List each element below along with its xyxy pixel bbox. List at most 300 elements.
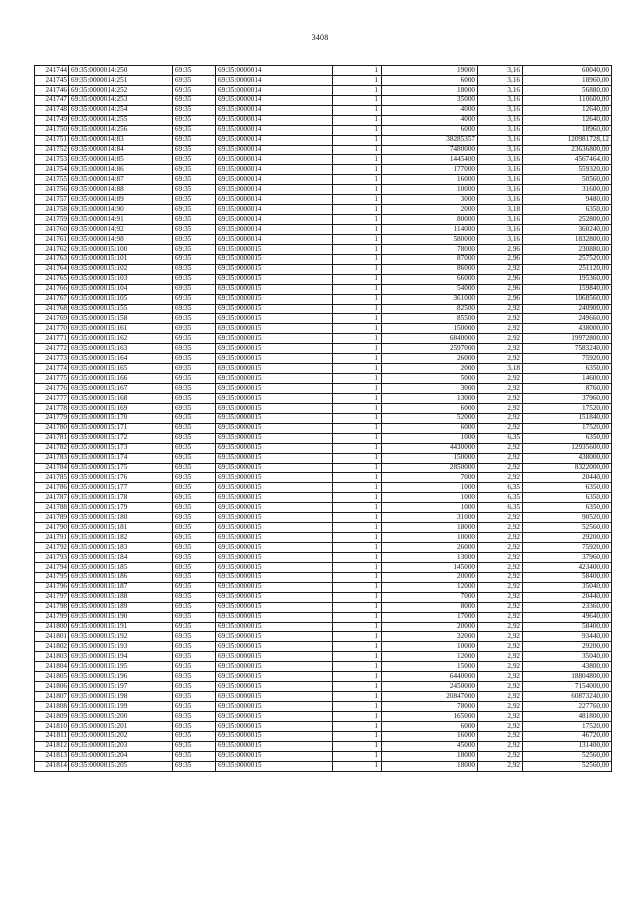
row-number-cell: 241804 — [35, 662, 69, 672]
specific-value-cell: 2,96 — [478, 294, 523, 304]
cadastral-quarter-cell: 69:35:0000015 — [216, 642, 333, 652]
cadastral-quarter-cell: 69:35:0000015 — [216, 443, 333, 453]
district-code-cell: 69:35 — [173, 741, 216, 751]
table-row — [35, 354, 612, 364]
district-code-cell: 69:35 — [173, 225, 216, 235]
cadastral-value-cell: 6350,00 — [523, 483, 612, 493]
row-number-cell: 241790 — [35, 523, 69, 533]
cadastral-number-cell: 69:35:0000015:194 — [69, 652, 173, 662]
cadastral-number-cell: 69:35:0000015:176 — [69, 473, 173, 483]
group-count-cell: 1 — [333, 403, 382, 413]
district-code-cell: 69:35 — [173, 403, 216, 413]
group-count-cell: 1 — [333, 721, 382, 731]
cadastral-number-cell: 69:35:0000015:167 — [69, 384, 173, 394]
cadastral-number-cell: 69:35:0000014:256 — [69, 125, 173, 135]
cadastral-quarter-cell: 69:35:0000015 — [216, 324, 333, 334]
cadastral-quarter-cell: 69:35:0000015 — [216, 314, 333, 324]
area-cell: 361000 — [382, 294, 478, 304]
row-number-cell: 241788 — [35, 503, 69, 513]
cadastral-number-cell: 69:35:0000015:171 — [69, 423, 173, 433]
row-number-cell: 241750 — [35, 125, 69, 135]
district-code-cell: 69:35 — [173, 244, 216, 254]
table-row — [35, 85, 612, 95]
cadastral-number-cell: 69:35:0000015:158 — [69, 314, 173, 324]
row-number-cell: 241808 — [35, 702, 69, 712]
specific-value-cell: 3,16 — [478, 185, 523, 195]
row-number-cell: 241797 — [35, 592, 69, 602]
specific-value-cell: 2,92 — [478, 543, 523, 553]
district-code-cell: 69:35 — [173, 533, 216, 543]
specific-value-cell: 2,92 — [478, 731, 523, 741]
cadastral-number-cell: 69:35:0000014:86 — [69, 165, 173, 175]
table-row — [35, 741, 612, 751]
table-row — [35, 493, 612, 503]
cadastral-value-cell: 37960,00 — [523, 393, 612, 403]
area-cell: 18000 — [382, 523, 478, 533]
row-number-cell: 241775 — [35, 374, 69, 384]
group-count-cell: 1 — [333, 682, 382, 692]
area-cell: 78000 — [382, 702, 478, 712]
group-count-cell: 1 — [333, 423, 382, 433]
row-number-cell: 241757 — [35, 195, 69, 205]
specific-value-cell: 3,16 — [478, 175, 523, 185]
area-cell: 2850000 — [382, 463, 478, 473]
area-cell: 3000 — [382, 384, 478, 394]
table-row — [35, 632, 612, 642]
row-number-cell: 241800 — [35, 622, 69, 632]
table-row — [35, 592, 612, 602]
group-count-cell: 1 — [333, 453, 382, 463]
group-count-cell: 1 — [333, 642, 382, 652]
cadastral-quarter-cell: 69:35:0000014 — [216, 215, 333, 225]
specific-value-cell: 2,92 — [478, 334, 523, 344]
cadastral-quarter-cell: 69:35:0000014 — [216, 95, 333, 105]
area-cell: 1000 — [382, 503, 478, 513]
district-code-cell: 69:35 — [173, 384, 216, 394]
group-count-cell: 1 — [333, 165, 382, 175]
specific-value-cell: 3,16 — [478, 95, 523, 105]
group-count-cell: 1 — [333, 344, 382, 354]
group-count-cell: 1 — [333, 662, 382, 672]
cadastral-quarter-cell: 69:35:0000015 — [216, 761, 333, 771]
cadastral-number-cell: 69:35:0000014:253 — [69, 95, 173, 105]
cadastral-quarter-cell: 69:35:0000014 — [216, 105, 333, 115]
cadastral-number-cell: 69:35:0000014:91 — [69, 215, 173, 225]
cadastral-value-cell: 230880,00 — [523, 244, 612, 254]
district-code-cell: 69:35 — [173, 185, 216, 195]
district-code-cell: 69:35 — [173, 314, 216, 324]
group-count-cell: 1 — [333, 145, 382, 155]
area-cell: 18000 — [382, 751, 478, 761]
table-row — [35, 702, 612, 712]
cadastral-value-cell: 12640,00 — [523, 105, 612, 115]
district-code-cell: 69:35 — [173, 115, 216, 125]
row-number-cell: 241805 — [35, 672, 69, 682]
area-cell: 13000 — [382, 393, 478, 403]
table-row — [35, 95, 612, 105]
area-cell: 86000 — [382, 264, 478, 274]
cadastral-quarter-cell: 69:35:0000015 — [216, 364, 333, 374]
specific-value-cell: 2,92 — [478, 523, 523, 533]
cadastral-value-cell: 8760,00 — [523, 384, 612, 394]
district-code-cell: 69:35 — [173, 165, 216, 175]
cadastral-number-cell: 69:35:0000015:170 — [69, 413, 173, 423]
cadastral-quarter-cell: 69:35:0000014 — [216, 135, 333, 145]
group-count-cell: 1 — [333, 384, 382, 394]
district-code-cell: 69:35 — [173, 721, 216, 731]
area-cell: 4000 — [382, 115, 478, 125]
group-count-cell: 1 — [333, 155, 382, 165]
specific-value-cell: 2,92 — [478, 513, 523, 523]
row-number-cell: 241773 — [35, 354, 69, 364]
district-code-cell: 69:35 — [173, 135, 216, 145]
table-row — [35, 135, 612, 145]
specific-value-cell: 2,92 — [478, 682, 523, 692]
district-code-cell: 69:35 — [173, 324, 216, 334]
specific-value-cell: 2,96 — [478, 254, 523, 264]
cadastral-quarter-cell: 69:35:0000015 — [216, 751, 333, 761]
area-cell: 35000 — [382, 95, 478, 105]
table-row — [35, 682, 612, 692]
group-count-cell: 1 — [333, 741, 382, 751]
cadastral-quarter-cell: 69:35:0000015 — [216, 513, 333, 523]
specific-value-cell: 2,92 — [478, 622, 523, 632]
area-cell: 12000 — [382, 582, 478, 592]
cadastral-number-cell: 69:35:0000015:191 — [69, 622, 173, 632]
row-number-cell: 241799 — [35, 612, 69, 622]
area-cell: 20000 — [382, 622, 478, 632]
cadastral-number-cell: 69:35:0000015:188 — [69, 592, 173, 602]
table-row — [35, 503, 612, 513]
table-row — [35, 731, 612, 741]
cadastral-value-cell: 6350,00 — [523, 493, 612, 503]
area-cell: 8000 — [382, 602, 478, 612]
cadastral-value-cell: 6350,00 — [523, 364, 612, 374]
row-number-cell: 241744 — [35, 66, 69, 76]
district-code-cell: 69:35 — [173, 374, 216, 384]
specific-value-cell: 2,92 — [478, 473, 523, 483]
table-row — [35, 244, 612, 254]
cadastral-value-cell: 18804800,00 — [523, 672, 612, 682]
district-code-cell: 69:35 — [173, 254, 216, 264]
row-number-cell: 241749 — [35, 115, 69, 125]
area-cell: 7480000 — [382, 145, 478, 155]
cadastral-value-cell: 6350,00 — [523, 433, 612, 443]
district-code-cell: 69:35 — [173, 443, 216, 453]
cadastral-value-cell: 90520,00 — [523, 513, 612, 523]
cadastral-number-cell: 69:35:0000015:193 — [69, 642, 173, 652]
cadastral-value-cell: 249660,00 — [523, 314, 612, 324]
district-code-cell: 69:35 — [173, 125, 216, 135]
area-cell: 2597000 — [382, 344, 478, 354]
specific-value-cell: 2,92 — [478, 741, 523, 751]
specific-value-cell: 2,92 — [478, 393, 523, 403]
cadastral-quarter-cell: 69:35:0000014 — [216, 75, 333, 85]
district-code-cell: 69:35 — [173, 413, 216, 423]
cadastral-quarter-cell: 69:35:0000015 — [216, 483, 333, 493]
cadastral-value-cell: 52560,00 — [523, 751, 612, 761]
cadastral-quarter-cell: 69:35:0000015 — [216, 731, 333, 741]
cadastral-number-cell: 69:35:0000015:163 — [69, 344, 173, 354]
row-number-cell: 241781 — [35, 433, 69, 443]
cadastral-quarter-cell: 69:35:0000015 — [216, 622, 333, 632]
specific-value-cell: 6,35 — [478, 503, 523, 513]
district-code-cell: 69:35 — [173, 513, 216, 523]
area-cell: 6000 — [382, 721, 478, 731]
cadastral-number-cell: 69:35:0000014:85 — [69, 155, 173, 165]
table-row — [35, 195, 612, 205]
cadastral-number-cell: 69:35:0000015:102 — [69, 264, 173, 274]
cadastral-quarter-cell: 69:35:0000014 — [216, 225, 333, 235]
table-row — [35, 751, 612, 761]
row-number-cell: 241813 — [35, 751, 69, 761]
cadastral-quarter-cell: 69:35:0000015 — [216, 254, 333, 264]
cadastral-quarter-cell: 69:35:0000015 — [216, 682, 333, 692]
group-count-cell: 1 — [333, 185, 382, 195]
cadastral-value-cell: 20440,00 — [523, 592, 612, 602]
district-code-cell: 69:35 — [173, 622, 216, 632]
group-count-cell: 1 — [333, 433, 382, 443]
cadastral-value-cell: 50560,00 — [523, 175, 612, 185]
cadastral-quarter-cell: 69:35:0000014 — [216, 85, 333, 95]
cadastral-value-cell: 559320,00 — [523, 165, 612, 175]
table-row — [35, 403, 612, 413]
district-code-cell: 69:35 — [173, 304, 216, 314]
group-count-cell: 1 — [333, 413, 382, 423]
cadastral-value-cell: 257520,00 — [523, 254, 612, 264]
cadastral-number-cell: 69:35:0000015:203 — [69, 741, 173, 751]
group-count-cell: 1 — [333, 592, 382, 602]
specific-value-cell: 2,92 — [478, 751, 523, 761]
area-cell: 2000 — [382, 364, 478, 374]
table-row — [35, 453, 612, 463]
row-number-cell: 241763 — [35, 254, 69, 264]
cadastral-number-cell: 69:35:0000015:201 — [69, 721, 173, 731]
cadastral-quarter-cell: 69:35:0000014 — [216, 195, 333, 205]
cadastral-quarter-cell: 69:35:0000015 — [216, 493, 333, 503]
cadastral-quarter-cell: 69:35:0000015 — [216, 503, 333, 513]
cadastral-number-cell: 69:35:0000015:197 — [69, 682, 173, 692]
cadastral-number-cell: 69:35:0000015:103 — [69, 274, 173, 284]
row-number-cell: 241780 — [35, 423, 69, 433]
group-count-cell: 1 — [333, 622, 382, 632]
cadastral-number-cell: 69:35:0000015:178 — [69, 493, 173, 503]
district-code-cell: 69:35 — [173, 602, 216, 612]
cadastral-value-cell: 18960,00 — [523, 125, 612, 135]
specific-value-cell: 3,16 — [478, 85, 523, 95]
specific-value-cell: 3,16 — [478, 115, 523, 125]
row-number-cell: 241789 — [35, 513, 69, 523]
specific-value-cell: 6,35 — [478, 493, 523, 503]
area-cell: 1000 — [382, 433, 478, 443]
group-count-cell: 1 — [333, 115, 382, 125]
cadastral-value-cell: 12640,00 — [523, 115, 612, 125]
district-code-cell: 69:35 — [173, 274, 216, 284]
cadastral-number-cell: 69:35:0000014:92 — [69, 225, 173, 235]
area-cell: 2450000 — [382, 682, 478, 692]
cadastral-quarter-cell: 69:35:0000014 — [216, 165, 333, 175]
area-cell: 177000 — [382, 165, 478, 175]
cadastral-number-cell: 69:35:0000015:196 — [69, 672, 173, 682]
area-cell: 7000 — [382, 592, 478, 602]
cadastral-value-cell: 12935600,00 — [523, 443, 612, 453]
table-row — [35, 334, 612, 344]
table-row — [35, 692, 612, 702]
cadastral-quarter-cell: 69:35:0000015 — [216, 384, 333, 394]
specific-value-cell: 2,92 — [478, 602, 523, 612]
row-number-cell: 241779 — [35, 413, 69, 423]
specific-value-cell: 2,92 — [478, 652, 523, 662]
cadastral-number-cell: 69:35:0000015:101 — [69, 254, 173, 264]
district-code-cell: 69:35 — [173, 672, 216, 682]
row-number-cell: 241798 — [35, 602, 69, 612]
cadastral-value-cell: 1068560,00 — [523, 294, 612, 304]
specific-value-cell: 2,92 — [478, 463, 523, 473]
district-code-cell: 69:35 — [173, 393, 216, 403]
cadastral-number-cell: 69:35:0000014:88 — [69, 185, 173, 195]
cadastral-number-cell: 69:35:0000015:183 — [69, 543, 173, 553]
cadastral-number-cell: 69:35:0000015:190 — [69, 612, 173, 622]
row-number-cell: 241812 — [35, 741, 69, 751]
cadastral-quarter-cell: 69:35:0000015 — [216, 692, 333, 702]
area-cell: 580000 — [382, 234, 478, 244]
cadastral-quarter-cell: 69:35:0000015 — [216, 543, 333, 553]
cadastral-quarter-cell: 69:35:0000015 — [216, 721, 333, 731]
row-number-cell: 241807 — [35, 692, 69, 702]
specific-value-cell: 2,92 — [478, 344, 523, 354]
cadastral-quarter-cell: 69:35:0000015 — [216, 662, 333, 672]
cadastral-quarter-cell: 69:35:0000015 — [216, 562, 333, 572]
row-number-cell: 241767 — [35, 294, 69, 304]
cadastral-value-cell: 360240,00 — [523, 225, 612, 235]
area-cell: 54000 — [382, 284, 478, 294]
group-count-cell: 1 — [333, 334, 382, 344]
cadastral-number-cell: 69:35:0000015:205 — [69, 761, 173, 771]
area-cell: 13000 — [382, 552, 478, 562]
cadastral-quarter-cell: 69:35:0000015 — [216, 294, 333, 304]
row-number-cell: 241747 — [35, 95, 69, 105]
cadastral-number-cell: 69:35:0000015:168 — [69, 393, 173, 403]
table-row — [35, 225, 612, 235]
area-cell: 16000 — [382, 175, 478, 185]
district-code-cell: 69:35 — [173, 751, 216, 761]
cadastral-quarter-cell: 69:35:0000015 — [216, 652, 333, 662]
table-row — [35, 433, 612, 443]
area-cell: 18000 — [382, 85, 478, 95]
table-row — [35, 324, 612, 334]
cadastral-quarter-cell: 69:35:0000015 — [216, 533, 333, 543]
cadastral-number-cell: 69:35:0000015:184 — [69, 552, 173, 562]
row-number-cell: 241796 — [35, 582, 69, 592]
area-cell: 87000 — [382, 254, 478, 264]
district-code-cell: 69:35 — [173, 284, 216, 294]
area-cell: 10000 — [382, 533, 478, 543]
district-code-cell: 69:35 — [173, 552, 216, 562]
group-count-cell: 1 — [333, 195, 382, 205]
district-code-cell: 69:35 — [173, 503, 216, 513]
cadastral-value-cell: 131400,00 — [523, 741, 612, 751]
group-count-cell: 1 — [333, 205, 382, 215]
district-code-cell: 69:35 — [173, 642, 216, 652]
specific-value-cell: 2,92 — [478, 443, 523, 453]
cadastral-value-cell: 423400,00 — [523, 562, 612, 572]
cadastral-value-cell: 4567464,00 — [523, 155, 612, 165]
group-count-cell: 1 — [333, 513, 382, 523]
area-cell: 20000 — [382, 572, 478, 582]
group-count-cell: 1 — [333, 543, 382, 553]
district-code-cell: 69:35 — [173, 582, 216, 592]
cadastral-quarter-cell: 69:35:0000015 — [216, 582, 333, 592]
table-row — [35, 294, 612, 304]
district-code-cell: 69:35 — [173, 215, 216, 225]
group-count-cell: 1 — [333, 135, 382, 145]
cadastral-quarter-cell: 69:35:0000015 — [216, 354, 333, 364]
cadastral-value-cell: 252800,00 — [523, 215, 612, 225]
row-number-cell: 241766 — [35, 284, 69, 294]
cadastral-number-cell: 69:35:0000015:173 — [69, 443, 173, 453]
cadastral-number-cell: 69:35:0000014:252 — [69, 85, 173, 95]
cadastral-number-cell: 69:35:0000015:174 — [69, 453, 173, 463]
row-number-cell: 241769 — [35, 314, 69, 324]
table-row — [35, 721, 612, 731]
district-code-cell: 69:35 — [173, 543, 216, 553]
row-number-cell: 241811 — [35, 731, 69, 741]
group-count-cell: 1 — [333, 393, 382, 403]
cadastral-number-cell: 69:35:0000014:89 — [69, 195, 173, 205]
cadastral-value-cell: 23636800,00 — [523, 145, 612, 155]
cadastral-quarter-cell: 69:35:0000015 — [216, 552, 333, 562]
area-cell: 6000 — [382, 125, 478, 135]
group-count-cell: 1 — [333, 761, 382, 771]
row-number-cell: 241787 — [35, 493, 69, 503]
district-code-cell: 69:35 — [173, 572, 216, 582]
cadastral-value-cell: 35040,00 — [523, 652, 612, 662]
table-row — [35, 75, 612, 85]
table-row — [35, 513, 612, 523]
cadastral-quarter-cell: 69:35:0000015 — [216, 632, 333, 642]
specific-value-cell: 2,92 — [478, 761, 523, 771]
specific-value-cell: 3,16 — [478, 225, 523, 235]
row-number-cell: 241794 — [35, 562, 69, 572]
district-code-cell: 69:35 — [173, 175, 216, 185]
district-code-cell: 69:35 — [173, 85, 216, 95]
cadastral-quarter-cell: 69:35:0000014 — [216, 205, 333, 215]
table-row — [35, 572, 612, 582]
area-cell: 38285357 — [382, 135, 478, 145]
cadastral-value-cell: 75920,00 — [523, 543, 612, 553]
specific-value-cell: 2,92 — [478, 662, 523, 672]
cadastral-number-cell: 69:35:0000015:200 — [69, 711, 173, 721]
row-number-cell: 241792 — [35, 543, 69, 553]
area-cell: 31000 — [382, 513, 478, 523]
specific-value-cell: 3,16 — [478, 135, 523, 145]
cadastral-number-cell: 69:35:0000015:175 — [69, 463, 173, 473]
group-count-cell: 1 — [333, 751, 382, 761]
specific-value-cell: 2,92 — [478, 572, 523, 582]
group-count-cell: 1 — [333, 711, 382, 721]
cadastral-quarter-cell: 69:35:0000015 — [216, 572, 333, 582]
area-cell: 12000 — [382, 652, 478, 662]
table-row — [35, 384, 612, 394]
row-number-cell: 241764 — [35, 264, 69, 274]
cadastral-value-cell: 46720,00 — [523, 731, 612, 741]
cadastral-quarter-cell: 69:35:0000015 — [216, 702, 333, 712]
table-row — [35, 105, 612, 115]
group-count-cell: 1 — [333, 324, 382, 334]
row-number-cell: 241810 — [35, 721, 69, 731]
specific-value-cell: 3,16 — [478, 125, 523, 135]
group-count-cell: 1 — [333, 731, 382, 741]
